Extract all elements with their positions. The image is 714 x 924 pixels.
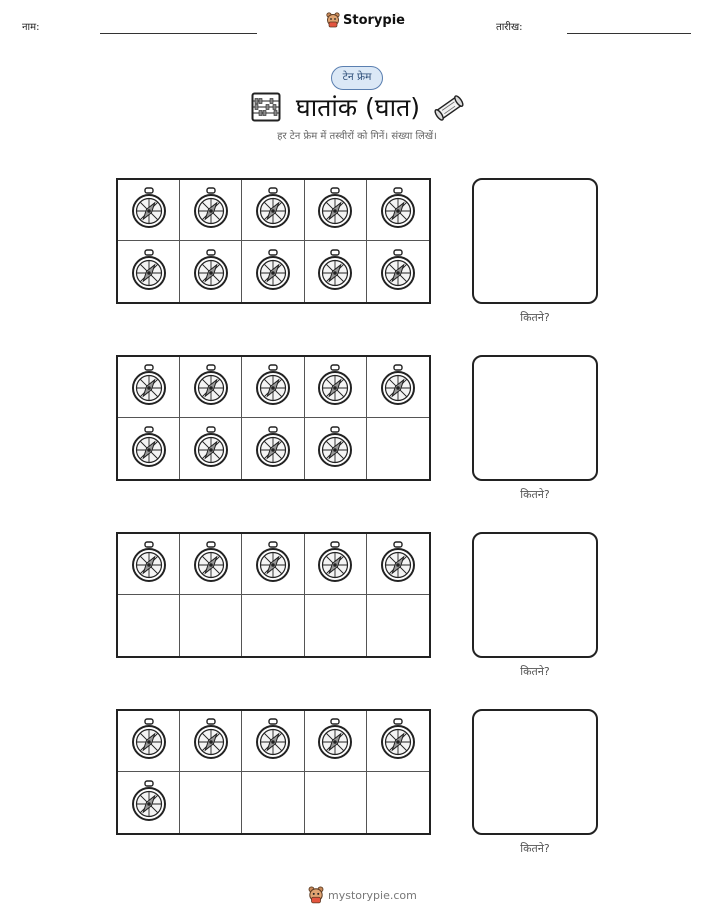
compass-icon xyxy=(254,187,292,233)
page-title: घातांक (घात) xyxy=(295,93,421,122)
frame-cell xyxy=(242,711,304,772)
frame-cell xyxy=(305,241,367,302)
brand-logo xyxy=(326,12,405,28)
compass-icon xyxy=(379,718,417,764)
compass-icon xyxy=(254,718,292,764)
frame-cell xyxy=(367,418,429,479)
bear-logo-icon xyxy=(326,12,340,28)
frame-cell xyxy=(118,357,180,418)
compass-icon xyxy=(254,364,292,410)
frame-cell xyxy=(242,772,304,833)
compass-icon xyxy=(192,541,230,587)
frame-cell xyxy=(367,595,429,656)
compass-icon xyxy=(130,780,168,826)
frame-cell xyxy=(242,534,304,595)
frame-cell xyxy=(367,772,429,833)
compass-icon xyxy=(192,249,230,295)
frame-cell xyxy=(305,180,367,241)
how-many-label: कितने? xyxy=(520,665,550,678)
compass-icon xyxy=(130,718,168,764)
frame-cell xyxy=(367,711,429,772)
frame-cell xyxy=(180,534,242,595)
compass-icon xyxy=(316,718,354,764)
frame-cell xyxy=(367,241,429,302)
compass-icon xyxy=(192,187,230,233)
compass-icon xyxy=(316,426,354,472)
frame-cell xyxy=(118,180,180,241)
category-pill: टेन फ्रेम xyxy=(331,66,383,90)
compass-icon xyxy=(379,187,417,233)
ten-frame xyxy=(116,355,431,481)
frame-cell xyxy=(367,180,429,241)
compass-icon xyxy=(192,364,230,410)
frame-cell xyxy=(367,534,429,595)
brand-name: Storypie xyxy=(343,12,405,28)
compass-icon xyxy=(192,718,230,764)
frame-cell xyxy=(242,180,304,241)
date-label: तारीख: xyxy=(496,22,523,33)
compass-icon xyxy=(254,541,292,587)
compass-icon xyxy=(254,249,292,295)
instructions: हर टेन फ्रेम में तस्वीरों को गिनें। संख्या लिखें। xyxy=(277,131,437,142)
frame-cell xyxy=(305,595,367,656)
abacus-icon xyxy=(251,92,281,122)
answer-box[interactable] xyxy=(472,709,598,835)
frame-cell xyxy=(305,534,367,595)
frame-cell xyxy=(118,711,180,772)
answer-box[interactable] xyxy=(472,532,598,658)
frame-cell xyxy=(180,418,242,479)
frame-cell xyxy=(180,595,242,656)
frame-cell xyxy=(180,772,242,833)
ten-frame xyxy=(116,178,431,304)
compass-icon xyxy=(316,541,354,587)
frame-cell xyxy=(118,595,180,656)
bear-logo-icon xyxy=(308,886,324,904)
frame-cell xyxy=(242,595,304,656)
frame-cell xyxy=(305,711,367,772)
compass-icon xyxy=(130,541,168,587)
frame-cell xyxy=(242,418,304,479)
frame-cell xyxy=(305,418,367,479)
frame-cell xyxy=(180,180,242,241)
compass-icon xyxy=(379,249,417,295)
frame-cell xyxy=(118,241,180,302)
compass-icon xyxy=(316,187,354,233)
ten-frame xyxy=(116,532,431,658)
compass-icon xyxy=(130,364,168,410)
compass-icon xyxy=(316,249,354,295)
how-many-label: कितने? xyxy=(520,311,550,324)
scroll-icon xyxy=(431,92,467,124)
frame-cell xyxy=(118,534,180,595)
name-label: नाम: xyxy=(22,22,40,33)
how-many-label: कितने? xyxy=(520,842,550,855)
compass-icon xyxy=(192,426,230,472)
frame-cell xyxy=(180,711,242,772)
ten-frame xyxy=(116,709,431,835)
answer-box[interactable] xyxy=(472,178,598,304)
how-many-label: कितने? xyxy=(520,488,550,501)
frame-cell xyxy=(180,241,242,302)
frame-cell xyxy=(305,357,367,418)
footer-url: mystorypie.com xyxy=(328,888,417,902)
name-line[interactable] xyxy=(100,33,257,34)
frame-cell xyxy=(367,357,429,418)
compass-icon xyxy=(130,249,168,295)
frame-cell xyxy=(242,357,304,418)
date-line[interactable] xyxy=(567,33,691,34)
frame-cell xyxy=(180,357,242,418)
frame-cell xyxy=(118,772,180,833)
frame-cell xyxy=(242,241,304,302)
compass-icon xyxy=(379,364,417,410)
answer-box[interactable] xyxy=(472,355,598,481)
frame-cell xyxy=(118,418,180,479)
compass-icon xyxy=(316,364,354,410)
frame-cell xyxy=(305,772,367,833)
compass-icon xyxy=(130,426,168,472)
compass-icon xyxy=(130,187,168,233)
compass-icon xyxy=(379,541,417,587)
footer xyxy=(308,886,417,904)
compass-icon xyxy=(254,426,292,472)
